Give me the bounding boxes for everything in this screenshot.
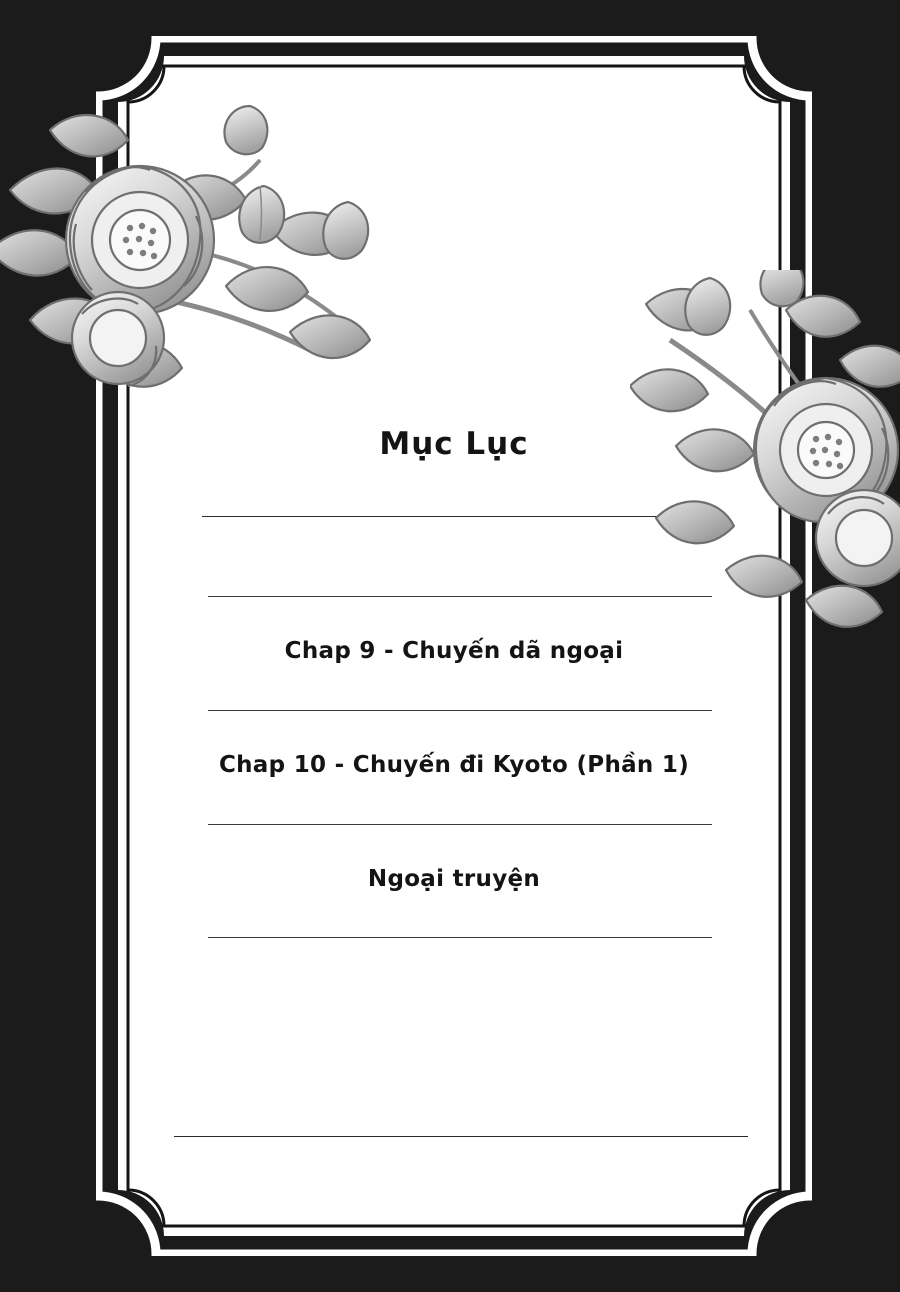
entry-divider xyxy=(208,937,712,938)
list-item[interactable] xyxy=(118,596,790,710)
list-item[interactable] xyxy=(118,710,790,824)
entry-divider xyxy=(208,596,712,597)
toc-entry-label[interactable]: Chap 9 - Chuyến dã ngoại xyxy=(284,638,624,664)
toc-entry-list xyxy=(118,596,790,938)
toc-entry-label[interactable]: Chap 10 - Chuyến đi Kyoto (Phần 1) xyxy=(218,752,690,778)
page-title: Mục Lục xyxy=(379,426,529,462)
toc-entry-label[interactable]: Ngoại truyện xyxy=(367,866,541,892)
footer-rule xyxy=(174,1136,748,1137)
entry-divider xyxy=(208,824,712,825)
list-item[interactable] xyxy=(118,824,790,938)
entry-divider xyxy=(208,710,712,711)
table-of-contents xyxy=(118,56,790,1236)
title-rule xyxy=(202,516,706,517)
